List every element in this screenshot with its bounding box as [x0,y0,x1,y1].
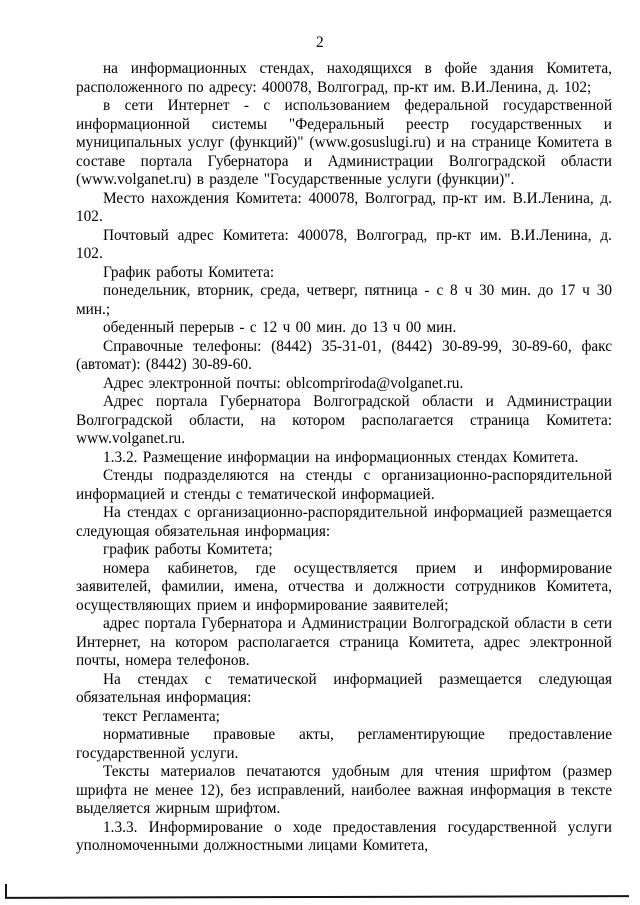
paragraph: Адрес электронной почты: oblcompriroda@volganet.ru. [103,374,464,392]
paragraph: Тексты материалов печатаются удобным для чтения шрифтом (размер шрифта не менее 12), без исправлений, наиболее важная информация в тексте выделяется жирным шрифтом. [76,763,612,817]
scan-artifact-left-tick [5,884,7,898]
paragraph: в сети Интернет - с использованием федеральной государственной информационной системы "Федеральный реестр государственных и муниципальных услуг (функций)" (www.gosuslugi.ru) и на странице Комитета в составе портала Губернатора и Администрации Волгоградской области (www.volganet.ru) в разделе "Государственные услуги (функции)". [76,97,612,188]
paragraph: 1.3.3. Информирование о ходе предоставления государственной услуги уполномоченными должностными лицами Комитета, [76,818,612,854]
paragraph: понедельник, вторник, среда, четверг, пятница - с 8 ч 30 мин. до 17 ч 30 мин.; [76,282,612,318]
paragraph: Справочные телефоны: (8442) 35-31-01, (8442) 30-89-99, 30-89-60, факс (автомат): (8442) 30-89-60. [76,337,612,373]
document-text [76,60,612,856]
paragraph: адрес портала Губернатора и Администрации Волгоградской области в сети Интернет, на котором располагается страница Комитета, адрес электронной почты, номера телефонов. [76,615,612,669]
paragraph: график работы Комитета; [103,541,273,558]
scan-artifact-bottom-line [5,895,629,899]
paragraph: На стендах с организационно-распорядительной информацией размещается следующая обязательная информация: [76,504,612,540]
paragraph: на информационных стендах, находящихся в фойе здания Комитета, расположенного по адресу: 400078, Волгоград, пр-кт им. В.И.Ленина, д. 102; [76,60,612,96]
paragraph: нормативные правовые акты, регламентирующие предоставление государственной услуги. [76,726,612,762]
page-number: 2 [315,34,325,51]
paragraph: обеденный перерыв - с 12 ч 00 мин. до 13 ч 00 мин. [103,319,457,336]
paragraph: номера кабинетов, где осуществляется прием и информирование заявителей, фамилии, имена, отчества и должности сотрудников Комитета, осуществляющих прием и информирование заявителей; [76,559,612,614]
paragraph: Стенды подразделяются на стенды с организационно-распорядительной информацией и стенды с тематической информацией. [76,467,612,503]
paragraph: текст Регламента; [103,707,220,725]
paragraph: График работы Комитета: [103,263,275,281]
paragraph: Адрес портала Губернатора Волгоградской области и Администрации Волгоградской области, на котором располагается страница Комитета: www.volganet.ru. [76,393,612,447]
paragraph: Почтовый адрес Комитета: 400078, Волгоград, пр-кт им. В.И.Ленина, д. 102. [76,226,612,262]
paragraph: 1.3.2. Размещение информации на информационных стендах Комитета. [103,448,579,466]
paragraph: На стендах с тематической информацией размещается следующая обязательная информация: [76,670,612,706]
paragraph: Место нахождения Комитета: 400078, Волгоград, пр-кт им. В.И.Ленина, д. 102. [76,189,612,225]
